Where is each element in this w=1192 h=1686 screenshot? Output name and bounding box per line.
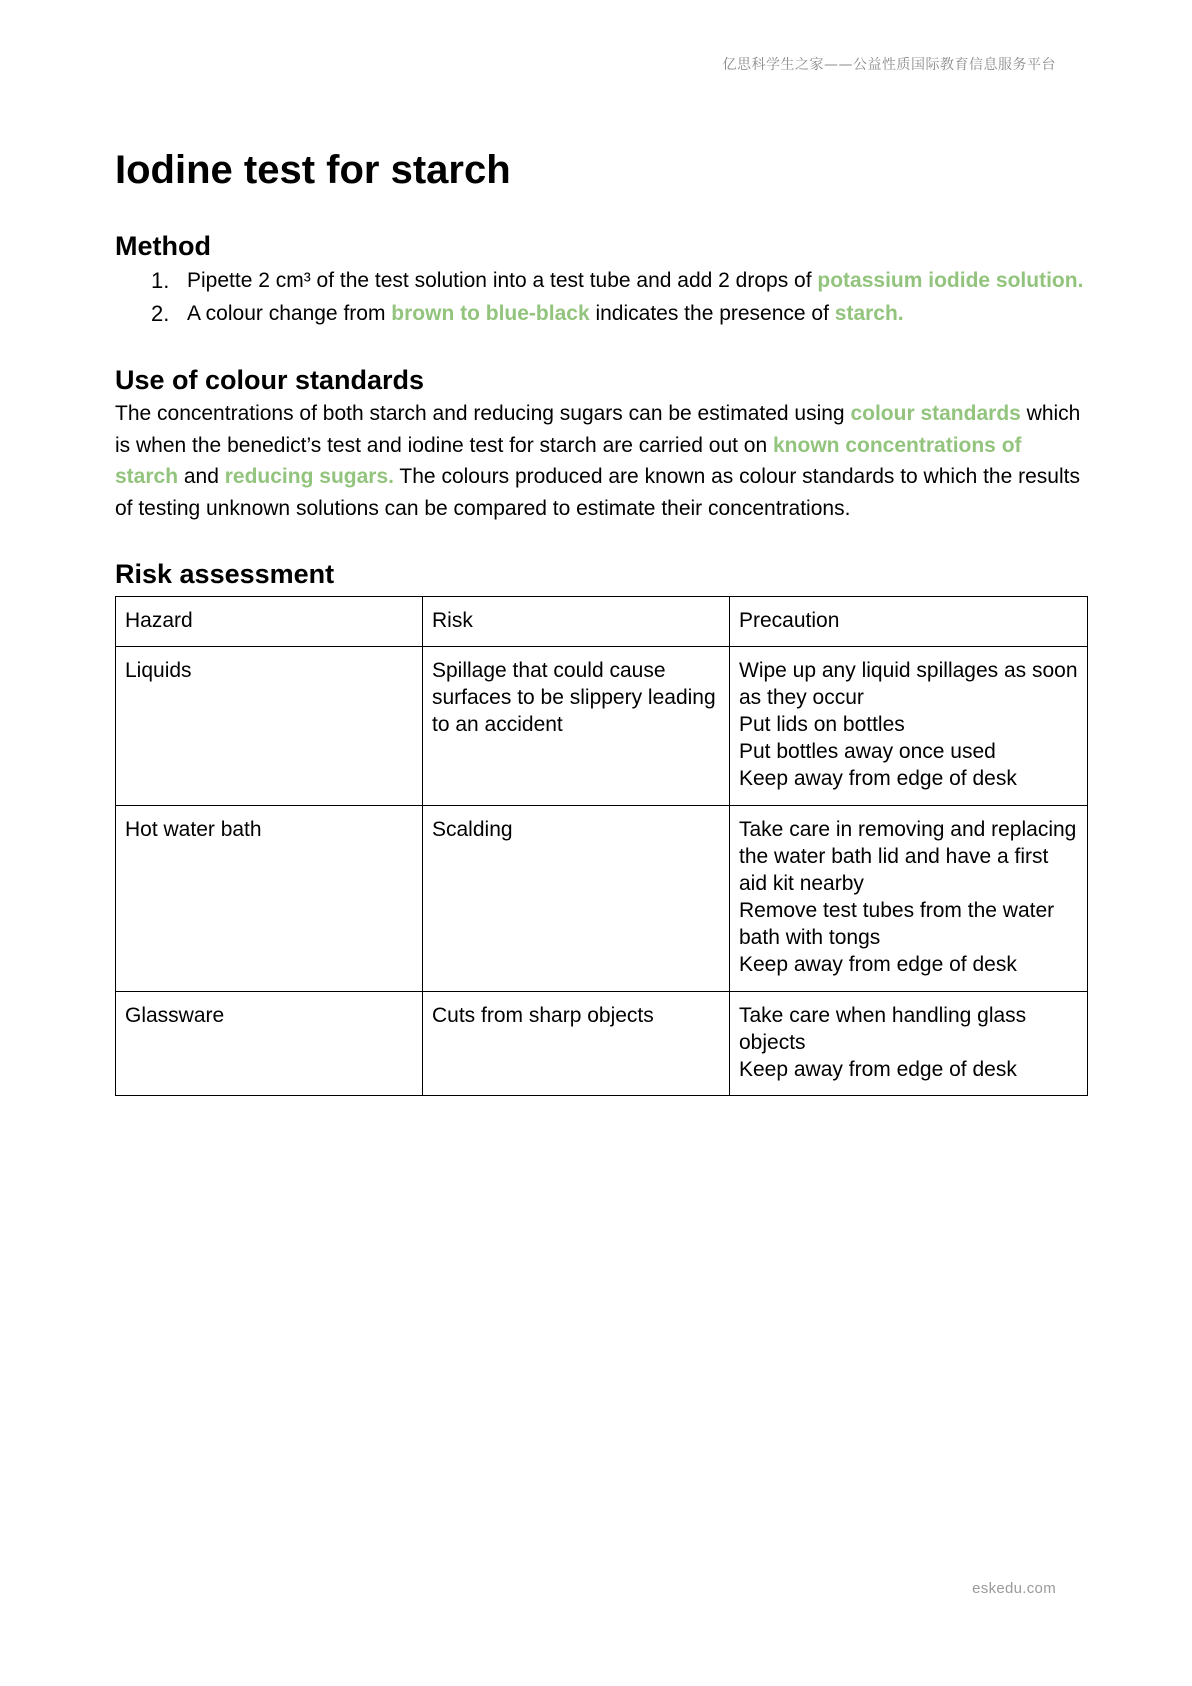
- precaution-line: Take care in removing and replacing the water bath lid and have a first aid kit nearby: [739, 818, 1077, 895]
- table-header-row: [116, 597, 1088, 647]
- step-text: Pipette 2 cm³ of the test solution into a test tube and add 2 drops of: [187, 269, 818, 292]
- risk-cell: Spillage that could cause surfaces to be slippery leading to an accident: [423, 647, 730, 806]
- column-header-precaution: Precaution: [730, 597, 1088, 647]
- page-title: Iodine test for starch: [115, 148, 511, 192]
- paragraph-text: The concentrations of both starch and reducing sugars can be estimated using: [115, 402, 851, 425]
- colour-standards-paragraph: [115, 398, 1090, 524]
- precaution-cell: [730, 992, 1088, 1096]
- precaution-line: Keep away from edge of desk: [739, 953, 1017, 976]
- risk-cell: Cuts from sharp objects: [423, 992, 730, 1096]
- hazard-cell: Hot water bath: [116, 806, 423, 992]
- step-text: indicates the presence of: [589, 302, 835, 325]
- header-note: 亿思科学生之家——公益性质国际教育信息服务平台: [722, 57, 1056, 73]
- precaution-line: Put bottles away once used: [739, 740, 996, 763]
- precaution-line: Put lids on bottles: [739, 713, 905, 736]
- risk-table: [115, 596, 1088, 1096]
- highlight-term: potassium iodide solution.: [817, 269, 1084, 292]
- method-step-2: [115, 297, 1090, 330]
- step-number: 1.: [151, 268, 170, 293]
- paragraph-text: The colours produced are known as colour standards to which the results of testing unknown solutions can be compared to estimate their concentrations.: [115, 465, 1080, 520]
- step-text: A colour change from: [187, 302, 392, 325]
- step-number: 2.: [151, 301, 170, 326]
- risk-cell: Scalding: [423, 806, 730, 992]
- colour-standards-heading: Use of colour standards: [115, 365, 425, 395]
- method-list: [115, 264, 1090, 330]
- precaution-line: Keep away from edge of desk: [739, 767, 1017, 790]
- method-heading: Method: [115, 231, 211, 261]
- highlight-term: brown to blue-black: [391, 302, 590, 325]
- document-body: [115, 140, 1090, 1096]
- precaution-cell: [730, 806, 1088, 992]
- risk-assessment-heading: Risk assessment: [115, 559, 335, 589]
- precaution-cell: [730, 647, 1088, 806]
- precaution-line: Keep away from edge of desk: [739, 1058, 1017, 1081]
- highlight-term: starch.: [834, 302, 904, 325]
- hazard-cell: Liquids: [116, 647, 423, 806]
- method-step-1: [115, 264, 1090, 297]
- paragraph-text: which is when the benedict’s test and iodine test for starch are carried out on: [115, 402, 1081, 457]
- precaution-line: Take care when handling glass objects: [739, 1004, 1027, 1054]
- paragraph-text: and: [178, 465, 225, 488]
- precaution-line: Wipe up any liquid spillages as soon as they occur: [739, 659, 1078, 709]
- table-row: [116, 647, 1088, 806]
- table-row: [116, 992, 1088, 1096]
- footer-note: eskedu.com: [972, 1580, 1056, 1597]
- highlight-term: reducing sugars.: [224, 465, 394, 488]
- column-header-risk: Risk: [423, 597, 730, 647]
- column-header-hazard: Hazard: [116, 597, 423, 647]
- highlight-term: known concentrations of starch: [115, 433, 1022, 488]
- precaution-line: Remove test tubes from the water bath with tongs: [739, 899, 1055, 949]
- hazard-cell: Glassware: [116, 992, 423, 1096]
- highlight-term: colour standards: [850, 402, 1021, 425]
- table-row: [116, 806, 1088, 992]
